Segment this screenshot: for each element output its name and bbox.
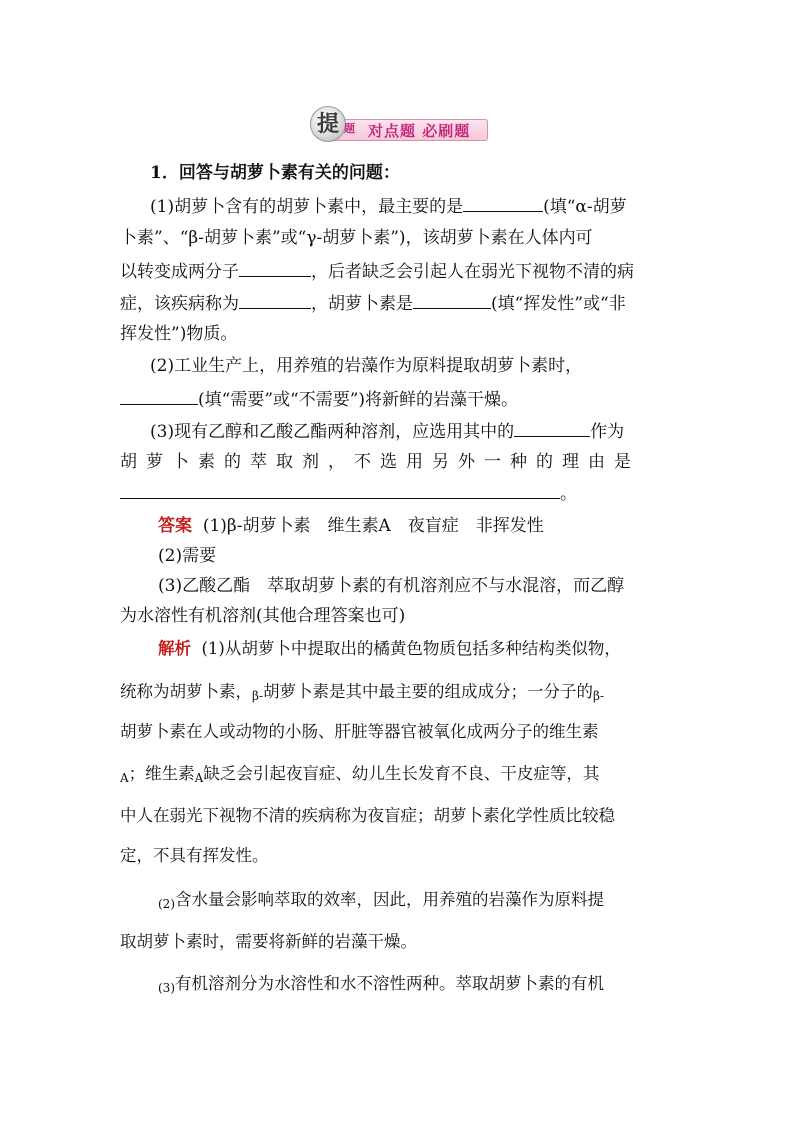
q-p3-line1 <box>150 420 624 442</box>
badge-sub-char: 题 <box>344 122 355 135</box>
answer-blank-4 <box>413 292 491 309</box>
question-title: 1．回答与胡萝卜素有关的问题： <box>150 163 400 183</box>
text: 缺乏会引起夜盲症、幼儿生长发育不良、干皮症等，其 <box>203 764 600 783</box>
answer-blank-6 <box>514 420 590 437</box>
analysis-line9 <box>158 974 604 998</box>
answer-label: 答案 <box>158 516 192 536</box>
q-p3-line2: 胡萝卜素的萃取剂，不选用另外一种的理由是 <box>120 452 640 472</box>
text: 以转变成两分子 <box>120 262 239 282</box>
answer-blank-2 <box>239 260 311 277</box>
text: (1)从胡萝卜中提取出的橘黄色物质包括多种结构类似物， <box>201 639 621 658</box>
analysis-line1 <box>158 639 621 659</box>
text: (3) <box>158 981 175 995</box>
text: ；维生素 <box>128 764 195 783</box>
q-p2-line1: (2)工业生产上，用养殖的岩藻作为原料提取胡萝卜素时， <box>150 356 583 376</box>
answer-line2: (2)需要 <box>158 546 217 566</box>
q-p1-line4 <box>120 292 626 314</box>
text: 。 <box>560 484 577 504</box>
text: A <box>120 771 129 785</box>
text: (填“α-胡萝 <box>543 197 627 217</box>
analysis-line7 <box>158 890 604 914</box>
badge-label: 对点题 必刷题 <box>368 122 471 140</box>
text: 症，该疾病称为 <box>120 294 239 314</box>
answer-line3: (3)乙酸乙酯 萃取胡萝卜素的有机溶剂应不与水混溶，而乙醇 <box>158 576 625 596</box>
text: (2) <box>158 897 175 911</box>
text: 含水量会影响萃取的效率，因此，用养殖的岩藻作为原料提 <box>175 890 604 909</box>
q-p1-line1 <box>150 195 627 217</box>
text: A <box>194 771 204 785</box>
analysis-line2 <box>120 682 604 706</box>
answer-blank-1 <box>463 195 543 212</box>
analysis-label: 解析 <box>158 639 191 658</box>
answer-blank-7 <box>120 482 560 499</box>
text: 作为 <box>590 422 625 442</box>
q-p1-line3 <box>120 260 634 282</box>
q-p1-line2: 卜素”、“β-胡萝卜素”或“γ-胡萝卜素”)，该胡萝卜素在人体内可 <box>120 228 593 248</box>
q-p2-line2 <box>120 388 518 410</box>
answer-blank-5 <box>120 388 198 405</box>
text: (1)胡萝卜含有的胡萝卜素中，最主要的是 <box>150 197 464 217</box>
text: ，胡萝卜素是 <box>311 294 413 314</box>
analysis-line5: 中人在弱光下视物不清的疾病称为夜盲症；胡萝卜素化学性质比较稳 <box>120 806 615 825</box>
analysis-line6: 定，不具有挥发性。 <box>120 846 269 865</box>
analysis-line4 <box>120 764 599 788</box>
text: 统称为胡萝卜素， <box>120 682 252 701</box>
answer-blank-3 <box>239 292 311 309</box>
text: 胡萝卜素是其中最主要的组成成分；一分子的 <box>263 682 593 701</box>
answer-line1 <box>158 516 544 536</box>
text: (填“挥发性”或“非 <box>491 294 626 314</box>
q-p3-line3 <box>120 482 577 504</box>
answer-line4: 为水溶性有机溶剂(其他合理答案也可) <box>120 606 406 626</box>
badge-circle-icon: 提 <box>310 106 346 142</box>
analysis-line8: 取胡萝卜素时，需要将新鲜的岩藻干燥。 <box>120 932 417 951</box>
section-badge <box>310 106 486 144</box>
text: β- <box>593 689 604 703</box>
analysis-line3: 胡萝卜素在人或动物的小肠、肝脏等器官被氧化成两分子的维生素 <box>120 722 599 741</box>
text: 有机溶剂分为水溶性和水不溶性两种。萃取胡萝卜素的有机 <box>175 974 604 993</box>
text: (填“需要”或“不需要”)将新鲜的岩藻干燥。 <box>198 390 519 410</box>
text: β- <box>252 689 263 703</box>
text: (1)β-胡萝卜素 维生素A 夜盲症 非挥发性 <box>202 516 544 536</box>
text: (3)现有乙醇和乙酸乙酯两种溶剂，应选用其中的 <box>150 422 515 442</box>
q-p1-line5: 挥发性”)物质。 <box>120 324 238 344</box>
text: ，后者缺乏会引起人在弱光下视物不清的病 <box>311 262 634 282</box>
